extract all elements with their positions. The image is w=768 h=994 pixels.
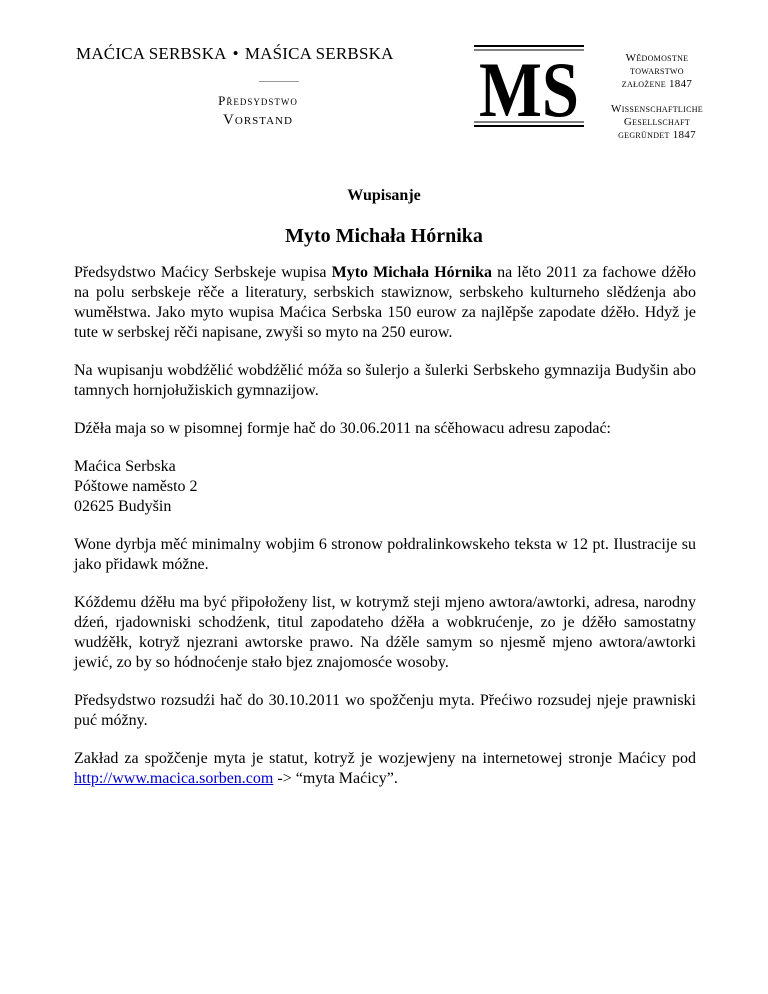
address-line-3: 02625 Budyšin xyxy=(74,498,172,515)
right-line-6: gegründet 1847 xyxy=(618,129,696,141)
letterhead-divider xyxy=(259,81,299,82)
right-line-2: towarstwo xyxy=(630,65,684,77)
address-block xyxy=(74,457,696,517)
department-sorbian: Předsydstwo xyxy=(218,93,298,108)
separator-bullet: • xyxy=(232,44,239,63)
statute-text-start: Zakład za spožčenje myta je statut, kotryž je wozjewjeny na internetowej stronje Maćicy pod xyxy=(74,750,696,767)
paragraph-decision: Předsydstwo rozsudźi hač do 30.10.2011 wo spožčenju myta. Přećiwo rozsudej njeje prawniski puć móžny. xyxy=(74,692,696,729)
right-line-5: Gesellschaft xyxy=(623,116,691,128)
paragraph-statute xyxy=(74,749,696,789)
right-line-1: Wědomostne xyxy=(625,52,689,64)
logo-letters: MS xyxy=(479,46,579,133)
document-type-heading: Wupisanje xyxy=(347,187,421,204)
document-title: Myto Michała Hórnika xyxy=(285,225,483,247)
prize-name-bold: Myto Michała Hórnika xyxy=(331,264,492,281)
right-line-4: Wissenschaftliche xyxy=(611,103,703,115)
intro-text-end: na lěto 2011 za fachowe dźěło na polu serbskeje rěče a literatury, serbskich stawiznow, serbskeho kulturneho slědźenja abo wuměłstwa. Jako myto wupisa Maćica Serbska 150 eurow za najlěpše zapodate dźěło. Hdyž je tute w serbskej rěči napisane, zwyši so myto na 250 eurow. xyxy=(74,264,696,341)
paragraph-deadline: Dźěła maja so w pisomnej formje hač do 30.06.2011 na sćěhowacu adresu zapodać: xyxy=(74,420,611,437)
statute-text-end: -> “myta Maćicy”. xyxy=(273,770,398,787)
org-name-upper-sorbian: MAĆICA SERBSKA xyxy=(76,44,227,63)
organization-name xyxy=(76,44,394,64)
paragraph-eligibility: Na wupisanju wobdźělić wobdźělić móža so šulerjo a šulerki Serbskeho gymnazija Budyšin abo tamnych hornjołužiskich gymnazijow. xyxy=(74,362,696,399)
right-line-3: założene 1847 xyxy=(621,78,693,90)
ms-logo xyxy=(474,44,584,133)
paragraph-intro xyxy=(74,263,696,343)
department-german: Vorstand xyxy=(223,112,293,128)
address-line-1: Maćica Serbska xyxy=(74,458,176,475)
letterhead-right xyxy=(582,52,732,142)
paragraph-requirements: Wone dyrbja měć minimalny wobjim 6 stronow połdralinkowskeho teksta w 12 pt. Ilustracije su jako přidawk móžne. xyxy=(74,536,696,573)
paragraph-attachment: Kóždemu dźěłu ma być připołoženy list, w kotrymž steji mjeno awtora/awtorki, adresa, narodny dźeń, rjadowniski schodźenk, titul zapodateho dźěła a wobkrućenje, zo je dźěło samostatny wudźěłk, kotryž njezrani awtorske prawo. Na dźěle samym so njesmě mjeno awtora/awtorki jewić, zo by so hódnoćenje stało bjez znajomosće wosoby. xyxy=(74,594,696,671)
address-line-2: Póštowe naměsto 2 xyxy=(74,478,198,495)
org-name-lower-sorbian: MAŚICA SERBSKA xyxy=(244,44,394,63)
website-link[interactable]: http://www.macica.sorben.com xyxy=(74,770,274,787)
document-body xyxy=(74,263,696,807)
intro-text-start: Předsydstwo Maćicy Serbskeje wupisa xyxy=(74,264,332,281)
